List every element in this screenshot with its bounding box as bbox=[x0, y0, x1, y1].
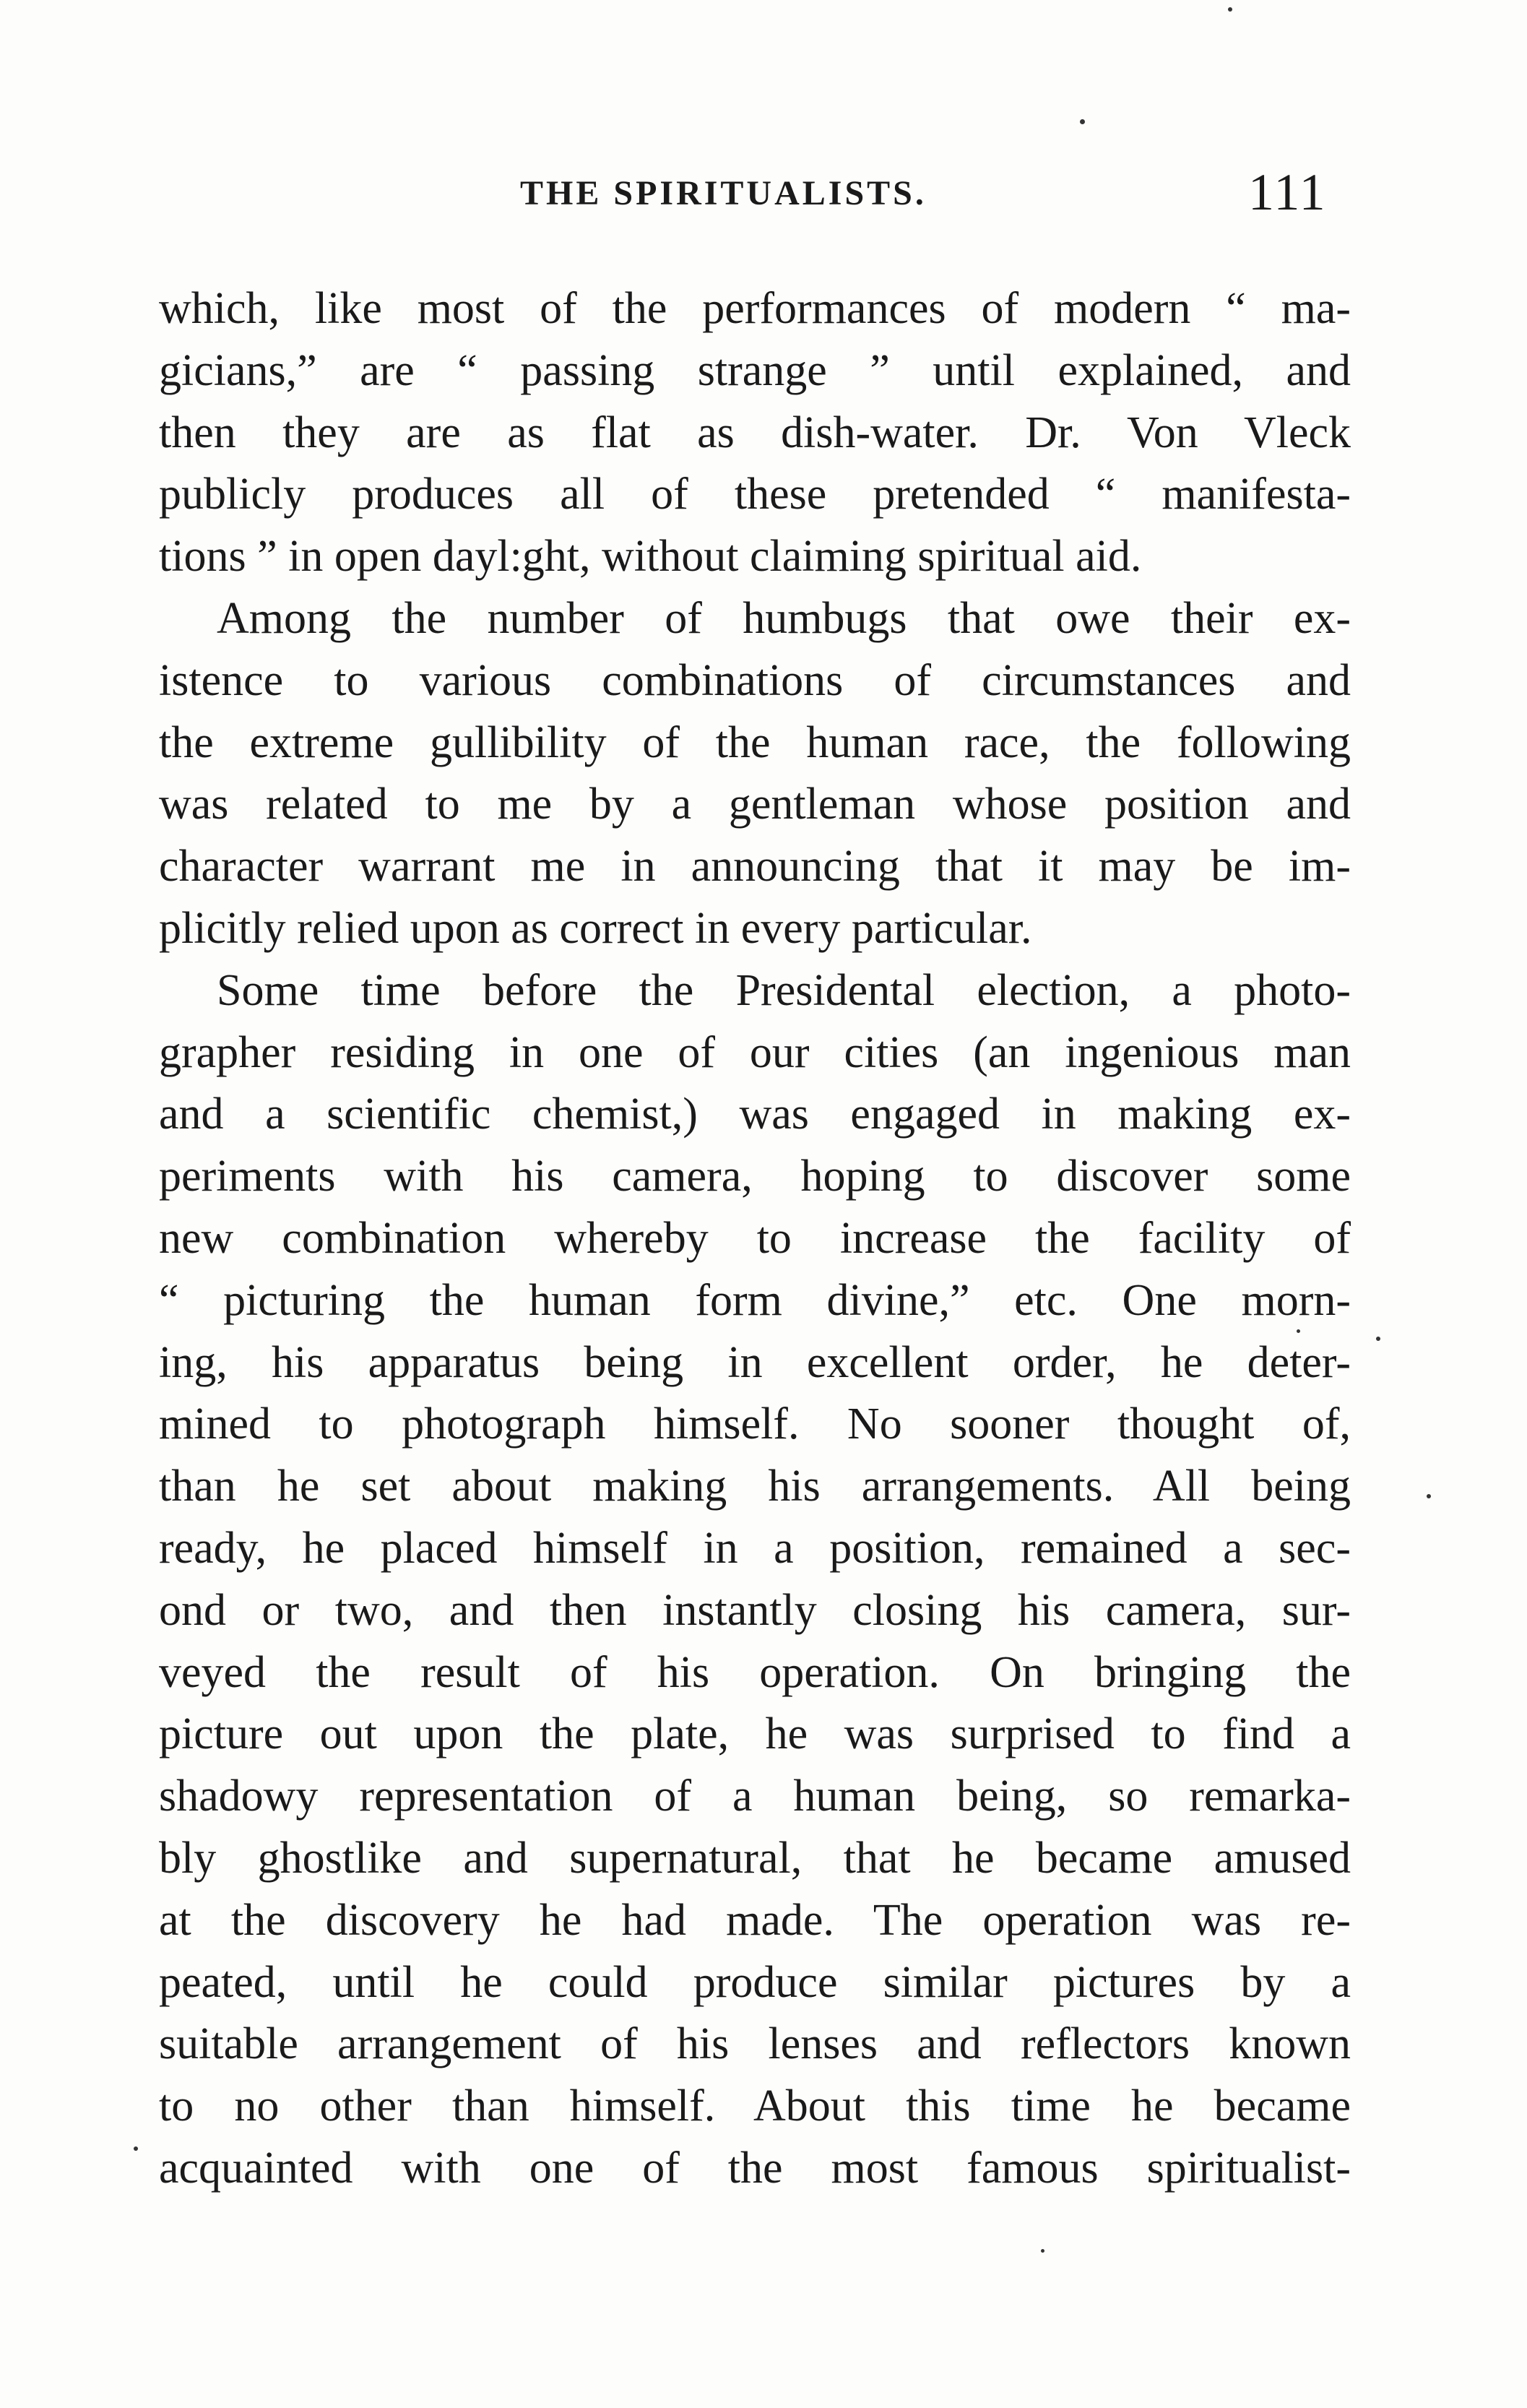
text-line: plicitly relied upon as correct in every particular. bbox=[159, 903, 1032, 953]
text-line: publicly produces all of these pretended “ manifesta- bbox=[159, 470, 1351, 519]
scan-speck bbox=[134, 2146, 138, 2151]
text-line: shadowy representation of a human being, so remarka- bbox=[159, 1772, 1351, 1821]
body-text bbox=[159, 278, 1351, 2200]
text-line: new combination whereby to increase the facility of bbox=[159, 1213, 1351, 1263]
text-line: “ picturing the human form divine,” etc. One morn- bbox=[159, 1275, 1351, 1325]
text-line: bly ghostlike and supernatural, that he became amused bbox=[159, 1833, 1351, 1883]
text-line: istence to various combinations of circumstances and bbox=[159, 655, 1351, 705]
text-line: picture out upon the plate, he was surprised to find a bbox=[159, 1709, 1351, 1759]
page-number: 111 bbox=[1248, 163, 1327, 221]
text-line: acquainted with one of the most famous spiritualist- bbox=[159, 2143, 1351, 2193]
scan-speck bbox=[1297, 1329, 1300, 1333]
text-line: at the discovery he had made. The operation was re- bbox=[159, 1895, 1351, 1945]
text-line: grapher residing in one of our cities (an ingenious man bbox=[159, 1027, 1351, 1077]
text-line: ond or two, and then instantly closing his camera, sur- bbox=[159, 1585, 1351, 1635]
text-line: the extreme gullibility of the human race, the following bbox=[159, 717, 1351, 767]
text-line: character warrant me in announcing that it may be im- bbox=[159, 842, 1351, 892]
text-line: suitable arrangement of his lenses and reflectors known bbox=[159, 2019, 1351, 2069]
scan-speck bbox=[1228, 7, 1232, 12]
text-line: gicians,” are “ passing strange ” until explained, and bbox=[159, 345, 1351, 395]
text-line: tions ” in open dayl:ght, without claiming spiritual aid. bbox=[159, 532, 1142, 582]
text-line: veyed the result of his operation. On bringing the bbox=[159, 1647, 1351, 1697]
scan-speck bbox=[1376, 1337, 1380, 1341]
scan-speck bbox=[1080, 119, 1085, 124]
text-line: ready, he placed himself in a position, remained a sec- bbox=[159, 1523, 1351, 1573]
text-line: mined to photograph himself. No sooner thought of, bbox=[159, 1399, 1351, 1449]
text-line: was related to me by a gentleman whose position and bbox=[159, 780, 1351, 829]
scan-speck bbox=[1427, 1494, 1431, 1498]
text-line: which, like most of the performances of modern “ ma- bbox=[159, 284, 1351, 333]
text-line: periments with his camera, hoping to discover some bbox=[159, 1152, 1351, 1201]
text-line: and a scientific chemist,) was engaged in making ex- bbox=[159, 1089, 1351, 1139]
text-line: peated, until he could produce similar pictures by a bbox=[159, 1957, 1351, 2007]
text-line: than he set about making his arrangements. All being bbox=[159, 1462, 1351, 1511]
text-line: ing, his apparatus being in excellent order, he deter- bbox=[159, 1337, 1351, 1387]
running-head: THE SPIRITUALISTS. bbox=[520, 174, 927, 212]
text-line: then they are as flat as dish-water. Dr. Von Vleck bbox=[159, 407, 1351, 457]
text-line: Some time before the Presidental election, a photo- bbox=[217, 965, 1351, 1015]
text-line: Among the number of humbugs that owe their ex- bbox=[217, 593, 1351, 643]
text-line: to no other than himself. About this time he became bbox=[159, 2081, 1351, 2131]
scan-speck bbox=[1041, 2249, 1044, 2253]
